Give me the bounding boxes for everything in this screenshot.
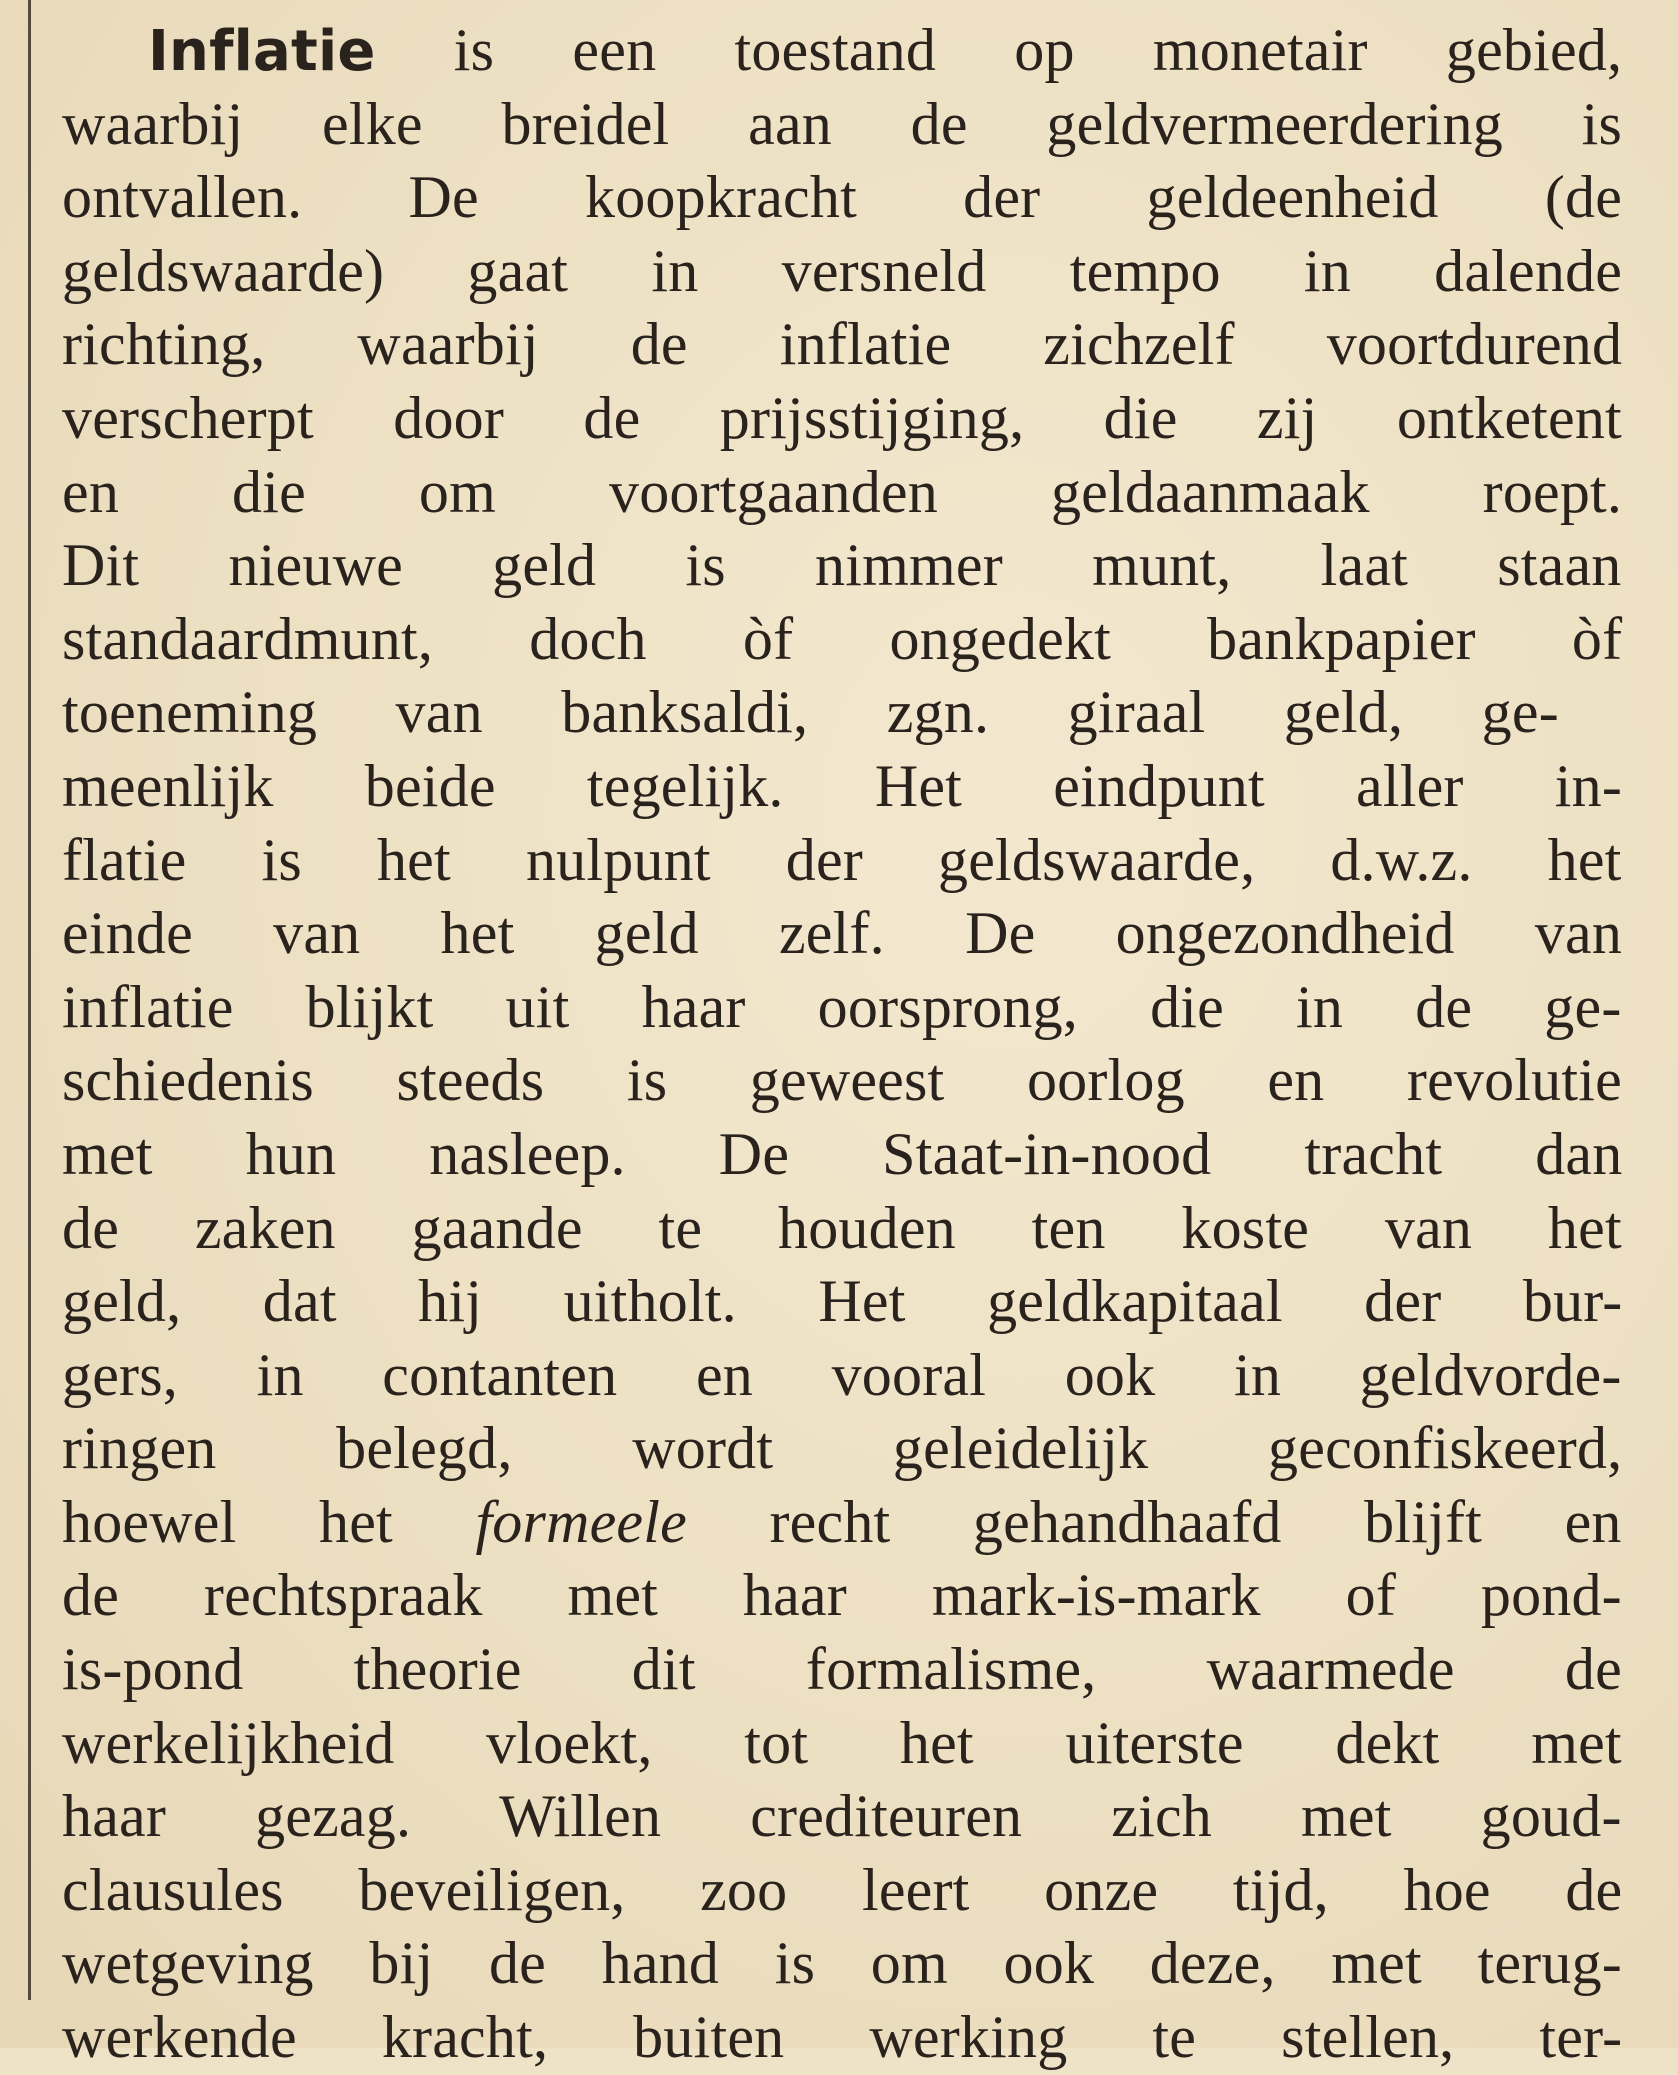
article-line: ontvallen. De koopkracht der geldeenheid (de: [62, 164, 1623, 231]
article-line: richting, waarbij de inflatie zichzelf voortdurend: [62, 311, 1623, 378]
article-line: de rechtspraak met haar mark-is-mark of pond-: [62, 1562, 1622, 1629]
article-line: werkende kracht, buiten werking te stellen, ter-: [62, 2004, 1623, 2071]
article-line: flatie is het nulpunt der geldswaarde, d.w.z. het: [62, 826, 1622, 893]
article-line: schiedenis steeds is geweest oorlog en revolutie: [62, 1047, 1622, 1114]
article-line: wetgeving bij de hand is om ook deze, met terug-: [62, 1930, 1622, 1997]
article-line: einde van het geld zelf. De ongezondheid van: [62, 900, 1623, 967]
article-line: [62, 1486, 1622, 1560]
article-line: ringen belegd, wordt geleidelijk geconfiskeerd,: [62, 1415, 1623, 1482]
article-line: meenlijk beide tegelijk. Het eindpunt aller in-: [62, 752, 1623, 819]
article-line: Dit nieuwe geld is nimmer munt, laat staan: [62, 532, 1622, 599]
article-line: geldswaarde) gaat in versneld tempo in dalende: [62, 237, 1623, 304]
article-line-text: is een toestand op monetair gebied,: [375, 17, 1623, 83]
article-line: geld, dat hij uitholt. Het geldkapitaal der bur-: [62, 1268, 1623, 1335]
article-line: waarbij elke breidel aan de geldvermeerdering is: [62, 90, 1623, 157]
article-line: met hun nasleep. De Staat-in-nood tracht dan: [62, 1120, 1623, 1187]
article-lemma: Inflatie: [148, 19, 376, 84]
encyclopedia-article: [62, 14, 1622, 2075]
article-line-text: hoewel het: [62, 1488, 476, 1555]
article-line: is-pond theorie dit formalisme, waarmede de: [62, 1636, 1622, 1703]
article-line: inflatie blijkt uit haar oorsprong, die in de ge-: [62, 973, 1622, 1040]
article-line-text: recht gehandhaafd blijft en: [686, 1488, 1622, 1555]
article-line: haar gezag. Willen crediteuren zich met goud-: [62, 1783, 1622, 1850]
article-line: gers, in contanten en vooral ook in geldvorde-: [62, 1341, 1622, 1408]
article-line: de zaken gaande te houden ten koste van het: [62, 1194, 1622, 1261]
italic-term: formeele: [475, 1488, 687, 1555]
article-line: [62, 14, 1622, 88]
article-line: toeneming van banksaldi, zgn. giraal geld, ge-: [62, 679, 1559, 746]
article-line: verscherpt door de prijsstijging, die zij ontketent: [62, 384, 1622, 451]
article-line: en die om voortgaanden geldaanmaak roept.: [62, 458, 1623, 525]
article-line: clausules beveiligen, zoo leert onze tijd, hoe de: [62, 1856, 1623, 1923]
article-line: standaardmunt, doch òf ongedekt bankpapier òf: [62, 605, 1623, 672]
article-line: werkelijkheid vloekt, tot het uiterste dekt met: [62, 1709, 1622, 1776]
column-rule: [28, 0, 31, 2000]
